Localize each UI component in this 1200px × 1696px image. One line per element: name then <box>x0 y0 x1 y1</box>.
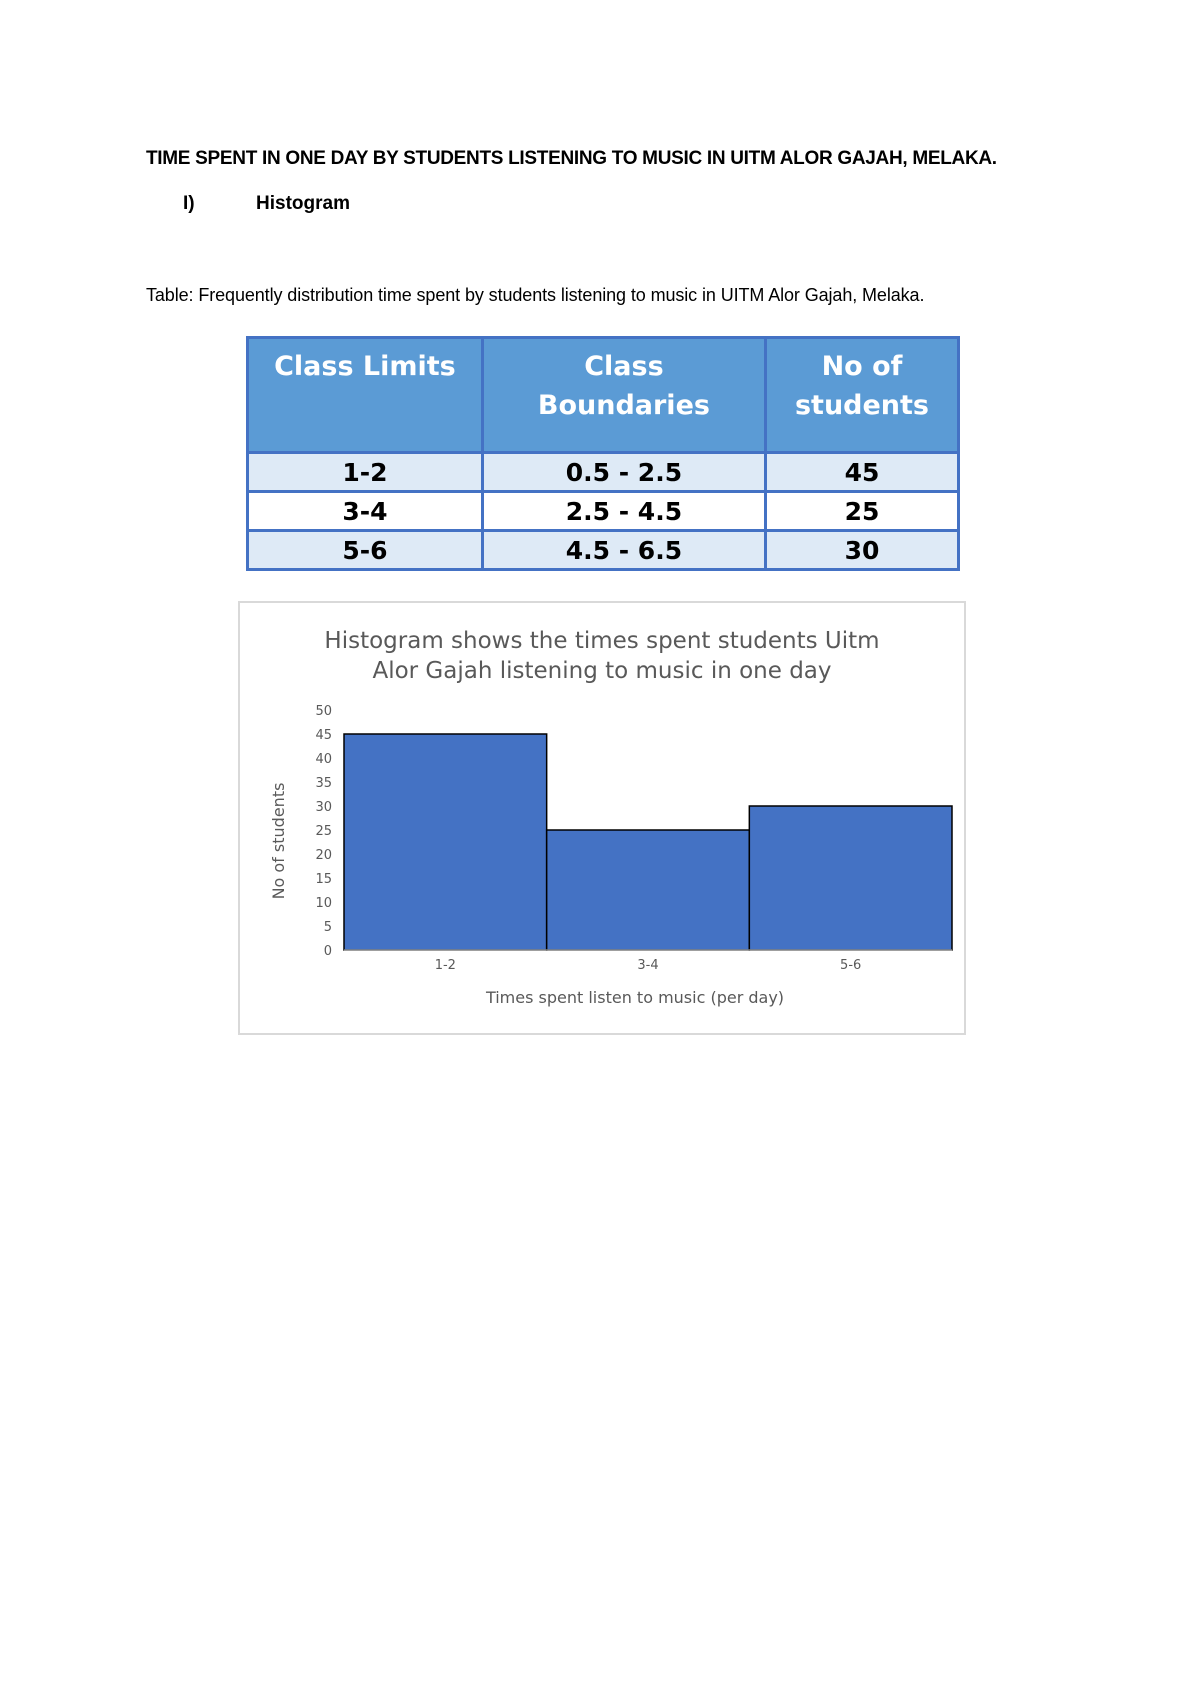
y-tick-label: 10 <box>315 896 332 911</box>
histogram-bar <box>344 734 547 950</box>
table-row <box>248 531 959 570</box>
cell-no-of-students: 45 <box>765 453 958 492</box>
y-tick-label: 20 <box>315 848 332 863</box>
cell-class-limits: 1-2 <box>248 453 483 492</box>
x-tick-label: 5-6 <box>840 958 862 973</box>
x-axis-label: Times spent listen to music (per day) <box>485 988 785 1007</box>
y-tick-label: 25 <box>315 824 332 839</box>
cell-no-of-students: 25 <box>765 492 958 531</box>
cell-class-boundaries: 4.5 - 6.5 <box>482 531 765 570</box>
x-tick-label: 1-2 <box>434 958 456 973</box>
x-tick-label: 3-4 <box>637 958 659 973</box>
histogram-bar <box>749 806 952 950</box>
table-row <box>248 453 959 492</box>
chart-title-line-1: Histogram shows the times spent students Uitm <box>324 628 880 654</box>
frequency-table <box>246 336 960 571</box>
y-tick-label: 30 <box>315 800 332 815</box>
y-axis-label: No of students <box>269 782 288 900</box>
cell-class-limits: 3-4 <box>248 492 483 531</box>
y-tick-label: 40 <box>315 752 332 767</box>
y-tick-label: 35 <box>315 776 332 791</box>
cell-no-of-students: 30 <box>765 531 958 570</box>
header-class-boundaries: Class Boundaries <box>482 338 765 453</box>
cell-class-limits: 5-6 <box>248 531 483 570</box>
histogram-bar <box>547 830 750 950</box>
y-tick-label: 45 <box>315 728 332 743</box>
section-heading <box>183 193 350 215</box>
table-row <box>248 492 959 531</box>
histogram-svg <box>240 603 964 1033</box>
document-title: TIME SPENT IN ONE DAY BY STUDENTS LISTENING TO MUSIC IN UITM ALOR GAJAH, MELAKA. <box>146 148 997 169</box>
y-tick-label: 5 <box>323 920 332 935</box>
cell-class-boundaries: 0.5 - 2.5 <box>482 453 765 492</box>
y-tick-label: 50 <box>315 704 332 719</box>
cell-class-boundaries: 2.5 - 4.5 <box>482 492 765 531</box>
table-header-row <box>248 338 959 453</box>
table-caption: Table: Frequently distribution time spent by students listening to music in UITM Alor Gajah, Melaka. <box>146 285 925 305</box>
section-title: Histogram <box>256 193 350 214</box>
y-tick-label: 0 <box>323 944 332 959</box>
section-number: I) <box>183 193 195 214</box>
histogram-chart <box>238 601 966 1035</box>
chart-title-line-2: Alor Gajah listening to music in one day <box>372 658 832 684</box>
y-tick-label: 15 <box>315 872 332 887</box>
header-no-of-students: No of students <box>765 338 958 453</box>
header-class-limits: Class Limits <box>248 338 483 453</box>
